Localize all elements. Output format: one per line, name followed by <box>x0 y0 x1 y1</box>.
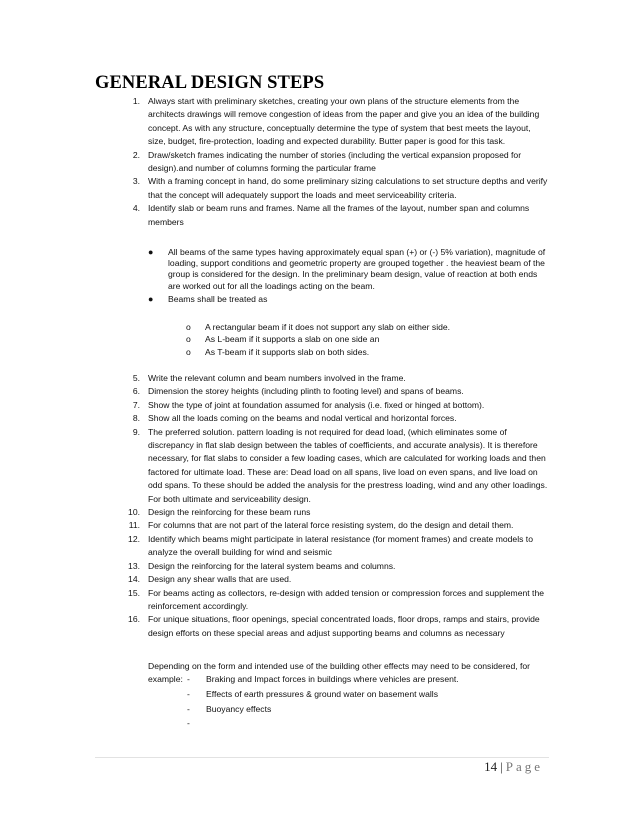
dash-marker: - <box>187 674 190 684</box>
item-number: 13. <box>128 560 140 571</box>
item-text: Show all the loads coming on the beams and nodal vertical and horizontal forces. <box>148 413 457 424</box>
list-item <box>118 95 548 149</box>
list-item <box>118 202 548 229</box>
item-text: Identify which beams might participate in lateral resistance (for moment frames) and create models to analyze the overall building for wind and seismic <box>148 533 533 558</box>
list-item <box>118 426 548 506</box>
list-item <box>118 175 548 202</box>
design-steps-list-part-1 <box>118 95 548 229</box>
item-text: For unique situations, floor openings, special concentrated loads, floor drops, ramps and stairs, provide design efforts on these special areas and adjust supporting beams and columns as necessary <box>148 614 540 638</box>
design-steps-list-part-2 <box>118 372 548 640</box>
sub-item-text: As T-beam if it supports slab on both sides. <box>205 346 370 357</box>
list-item <box>118 560 548 573</box>
list-item <box>118 149 548 176</box>
item-text: With a framing concept in hand, do some preliminary sizing calculations to set structure depths and verify that the concept will adequately support the loads and meet serviceability criteria. <box>148 176 548 200</box>
list-item <box>118 399 548 412</box>
page-number: 14 <box>484 759 498 774</box>
item-number: 1. <box>132 96 140 106</box>
beam-type-sublist <box>186 321 526 358</box>
bullet-icon: ● <box>148 247 154 257</box>
item-number: 12. <box>128 533 140 544</box>
item-number: 7. <box>132 399 140 410</box>
item-text: Design the reinforcing for these beam runs <box>148 507 311 518</box>
page-title: GENERAL DESIGN STEPS <box>95 73 325 93</box>
item-number: 15. <box>128 587 140 598</box>
item-text: The preferred solution. pattern loading is not required for dead load, (which eliminates some of discrepancy in flat slab design between the tables of coefficients, and accurate analysis). It is therefore necessary, for flat slabs to consider a few loading cases, which are calculated for working loads and then factored for ultimate load. These are: Dead load on all spans, live load on even spans, and live load on odd spans. To these should be added the analysis for the prestress loading, wind and any other loadings. For both ultimate and serviceability design. <box>148 426 548 504</box>
dash-marker: - <box>187 688 190 699</box>
page-footer <box>484 759 543 775</box>
list-item <box>118 412 548 425</box>
sub-marker: o <box>186 334 191 345</box>
item-number: 6. <box>132 386 140 397</box>
dash-item <box>187 702 487 717</box>
item-number: 9. <box>132 426 140 437</box>
additional-effects-list <box>187 672 487 729</box>
dash-item <box>187 687 487 702</box>
item-text: Design the reinforcing for the lateral system beams and columns. <box>148 560 396 571</box>
item-text: For columns that are not part of the lateral force resisting system, do the design and detail them. <box>148 520 514 531</box>
page-label: Page <box>505 759 543 774</box>
bullet-text: All beams of the same types having approximately equal span (+) or (-) 5% variation), magnitude of loading, support conditions and geometric property are grouped together . the heaviest beam of the group is considered for the design. In the preliminary beam design, value of reaction at both ends are worked out for all the loadings acting on the beam. <box>168 247 546 291</box>
list-item <box>118 372 548 385</box>
item-number: 8. <box>132 413 140 424</box>
bullet-text: Beams shall be treated as <box>168 293 268 304</box>
item-text: For beams acting as collectors, re-design with added tension or compression forces and supplement the reinforcement accordingly. <box>148 587 544 611</box>
sub-item <box>186 346 526 358</box>
item-text: Design any shear walls that are used. <box>148 574 292 585</box>
item-text: Show the type of joint at foundation assumed for analysis (i.e. fixed or hinged at bottom). <box>148 399 485 410</box>
item-number: 4. <box>132 203 140 214</box>
item-text: Write the relevant column and beam numbers involved in the frame. <box>148 373 406 383</box>
item-number: 16. <box>128 614 140 625</box>
list-item <box>118 573 548 586</box>
sub-item <box>186 321 526 333</box>
list-item <box>118 613 548 640</box>
list-item <box>118 385 548 398</box>
bullet-item <box>148 294 546 305</box>
item-number: 2. <box>132 149 140 160</box>
list-item <box>118 587 548 614</box>
dash-marker: - <box>187 718 190 729</box>
footer-separator: | <box>500 759 503 774</box>
bullet-item <box>148 247 546 292</box>
beam-grouping-bullets <box>148 247 546 307</box>
footer-divider <box>95 757 549 758</box>
list-item <box>118 506 548 519</box>
list-item <box>118 533 548 560</box>
dash-item-text: Effects of earth pressures & ground water on basement walls <box>206 688 438 699</box>
additional-effects-intro: Depending on the form and intended use of the building other effects may need to be considered, for example: <box>148 661 531 685</box>
list-item <box>118 519 548 532</box>
sub-marker: o <box>186 322 191 332</box>
sub-item <box>186 333 526 345</box>
item-text: Dimension the storey heights (including plinth to footing level) and spans of beams. <box>148 386 464 397</box>
item-number: 5. <box>132 373 140 383</box>
sub-item-text: A rectangular beam if it does not support any slab on either side. <box>205 322 451 332</box>
dash-marker: - <box>187 703 190 714</box>
sub-item-text: As L-beam if it supports a slab on one side an <box>205 334 380 345</box>
item-text: Draw/sketch frames indicating the number of stories (including the vertical expansion proposed for design).and number of columns forming the particular frame <box>148 149 522 174</box>
item-number: 11. <box>128 520 140 531</box>
item-number: 3. <box>132 176 140 187</box>
item-number: 10. <box>128 507 140 518</box>
sub-marker: o <box>186 346 191 357</box>
dash-item-text: Buoyancy effects <box>206 703 272 714</box>
item-text: Always start with preliminary sketches, creating your own plans of the structure elements from the architects drawings will remove congestion of ideas from the paper and give you an idea of the building concept. As with any structure, conceptually determine the type of system that best meets the layout, size, budget, fire-protection, loading and expected durability. Butter paper is good for this task. <box>148 96 540 147</box>
dash-item-text: Braking and Impact forces in buildings where vehicles are present. <box>206 674 459 684</box>
dash-item <box>187 672 487 687</box>
item-number: 14. <box>128 574 140 585</box>
item-text: Identify slab or beam runs and frames. Name all the frames of the layout, number span and columns members <box>148 203 530 227</box>
bullet-icon: ● <box>148 293 154 304</box>
